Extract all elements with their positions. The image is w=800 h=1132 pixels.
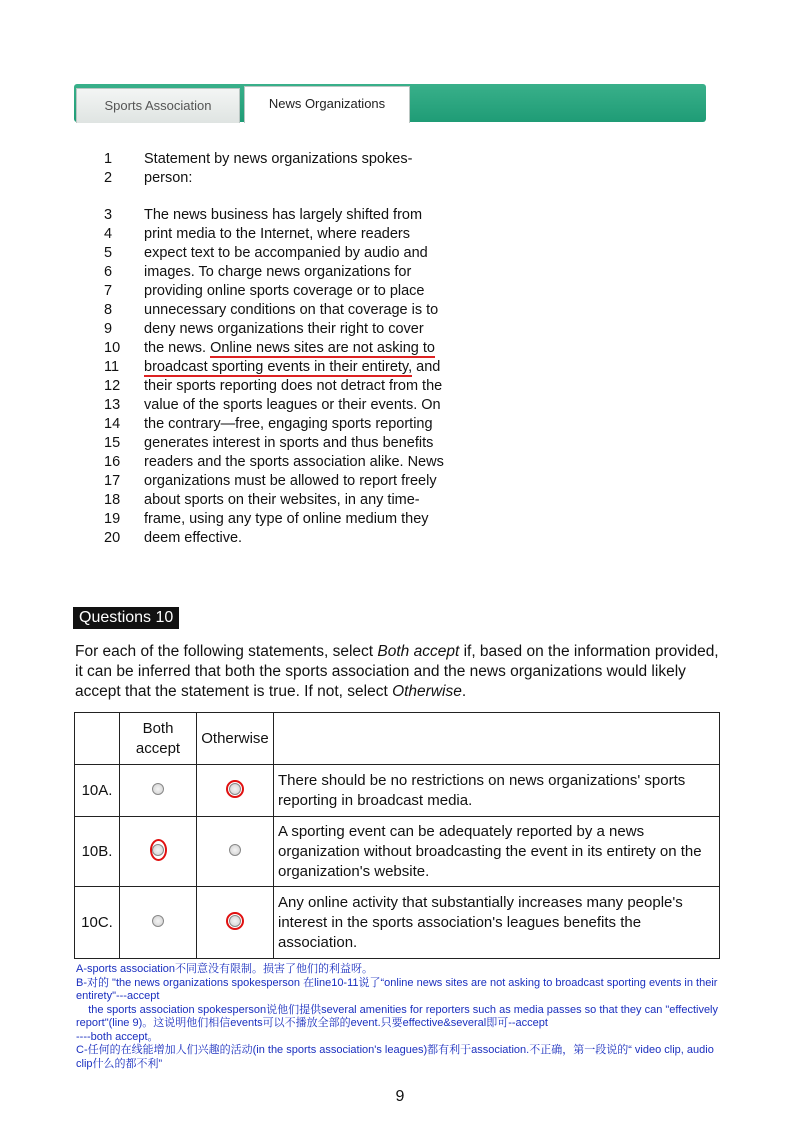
line-number: 6 bbox=[104, 264, 113, 280]
line-number: 10 bbox=[104, 340, 121, 356]
line-number: 3 bbox=[104, 207, 113, 223]
instr-part-3: . bbox=[461, 683, 467, 700]
table-row bbox=[75, 887, 720, 959]
header-both-accept: Both accept bbox=[120, 713, 197, 765]
line-number: 9 bbox=[104, 321, 113, 337]
tab-news-organizations[interactable]: News Organizations bbox=[244, 86, 410, 123]
passage-line bbox=[104, 358, 440, 377]
line-number: 14 bbox=[104, 416, 121, 432]
header-otherwise: Otherwise bbox=[197, 713, 274, 765]
underlined-text: Online news sites are not asking to bbox=[210, 340, 435, 356]
table-row bbox=[75, 817, 720, 887]
passage-line bbox=[104, 510, 429, 529]
passage-line bbox=[104, 377, 442, 396]
line-number: 13 bbox=[104, 397, 121, 413]
instr-otherwise: Otherwise bbox=[392, 683, 462, 700]
underlined-text: broadcast sporting events in their entirety, bbox=[144, 359, 413, 375]
passage-line bbox=[104, 225, 410, 244]
passage-line bbox=[104, 472, 437, 491]
line-text: value of the sports leagues or their events. On bbox=[144, 397, 441, 413]
line-number: 4 bbox=[104, 226, 113, 242]
radio-icon[interactable] bbox=[152, 783, 164, 795]
line-text: Statement by news organizations spokes- bbox=[144, 151, 413, 167]
radio-icon[interactable] bbox=[152, 915, 164, 927]
table-row bbox=[75, 765, 720, 817]
line-text bbox=[144, 358, 440, 377]
passage-line bbox=[104, 169, 192, 188]
line-text: providing online sports coverage or to place bbox=[144, 283, 425, 299]
passage-line bbox=[104, 453, 444, 472]
header-statement bbox=[274, 713, 720, 765]
line-number: 1 bbox=[104, 151, 113, 167]
line-text: readers and the sports association alike. News bbox=[144, 454, 444, 470]
line-text: organizations must be allowed to report freely bbox=[144, 473, 437, 489]
radio-otherwise-10a[interactable] bbox=[197, 765, 274, 817]
header-blank bbox=[75, 713, 120, 765]
line-text-pre: the news. bbox=[144, 340, 211, 356]
answer-table bbox=[74, 712, 720, 959]
page-number: 9 bbox=[395, 1088, 405, 1105]
radio-both-10c[interactable] bbox=[120, 887, 197, 959]
line-text: their sports reporting does not detract from the bbox=[144, 378, 443, 394]
radio-otherwise-10c[interactable] bbox=[197, 887, 274, 959]
line-text: images. To charge news organizations for bbox=[144, 264, 412, 280]
line-number: 19 bbox=[104, 511, 121, 527]
question-heading: Questions 10 bbox=[73, 607, 179, 629]
passage-line bbox=[104, 244, 428, 263]
line-text: about sports on their websites, in any time- bbox=[144, 492, 420, 508]
radio-icon[interactable] bbox=[229, 915, 241, 927]
line-text: generates interest in sports and thus benefits bbox=[144, 435, 434, 451]
line-number: 2 bbox=[104, 170, 113, 186]
row-id: 10B. bbox=[75, 817, 120, 887]
line-number: 7 bbox=[104, 283, 113, 299]
handwritten-notes: A-sports association不同意没有限制。损害了他们的利益呀。 B-对的 "the news organizations spokesperson 在line10-11说了“online news sites are not asking to broadcast sporting events in their entirety"---accept the sports association spokesperson说他们提供several amenities for reporters such as media passes so that they can "effectively report"(line 9)。这说明他们相信events可以不播放全部的event.只要effective&several即可--accept ----both accept。 C-任何的在线能增加人们兴趣的活动(in the sports association's leagues)都有利于association.不正确，第一段说的“ video clip, audio clip什么的都不利” bbox=[76, 963, 719, 1070]
tab-sports-association[interactable]: Sports Association bbox=[76, 88, 240, 123]
line-text: frame, using any type of online medium they bbox=[144, 511, 429, 527]
passage-line bbox=[104, 320, 424, 339]
passage-line bbox=[104, 415, 433, 434]
line-text: the contrary—free, engaging sports reporting bbox=[144, 416, 433, 432]
instr-part-1: For each of the following statements, select bbox=[75, 643, 378, 660]
passage-line bbox=[104, 491, 420, 510]
line-number: 12 bbox=[104, 378, 121, 394]
line-number: 20 bbox=[104, 530, 121, 546]
line-number: 17 bbox=[104, 473, 121, 489]
passage-line bbox=[104, 263, 411, 282]
row-id: 10C. bbox=[75, 887, 120, 959]
instr-part-2: if, based on the information provided, it can be inferred that both the sports association and the news organizations would likely accept that the statement is true. If not, select bbox=[75, 643, 719, 700]
radio-both-10b[interactable] bbox=[120, 817, 197, 887]
line-text: deem effective. bbox=[144, 530, 243, 546]
row-statement: There should be no restrictions on news organizations' sports reporting in broadcast media. bbox=[274, 765, 720, 817]
red-circle-annotation-icon bbox=[226, 912, 244, 930]
passage-line bbox=[104, 396, 441, 415]
line-number: 8 bbox=[104, 302, 113, 318]
row-statement: A sporting event can be adequately reported by a news organization without broadcasting the event in its entirety on the organization's website. bbox=[274, 817, 720, 887]
line-text bbox=[144, 339, 435, 358]
passage-line bbox=[104, 301, 438, 320]
tab-bar bbox=[74, 84, 706, 122]
passage-line bbox=[104, 282, 425, 301]
radio-icon[interactable] bbox=[229, 844, 241, 856]
radio-otherwise-10b[interactable] bbox=[197, 817, 274, 887]
passage-line bbox=[104, 206, 422, 225]
line-text: expect text to be accompanied by audio and bbox=[144, 245, 428, 261]
passage-line bbox=[104, 150, 412, 169]
line-number: 15 bbox=[104, 435, 121, 451]
line-text: unnecessary conditions on that coverage is to bbox=[144, 302, 439, 318]
row-statement: Any online activity that substantially increases many people's interest in the sports association's leagues benefits the association. bbox=[274, 887, 720, 959]
row-id: 10A. bbox=[75, 765, 120, 817]
line-text: person: bbox=[144, 170, 193, 186]
line-text: deny news organizations their right to cover bbox=[144, 321, 424, 337]
line-text-post: and bbox=[412, 359, 441, 375]
red-circle-annotation-icon bbox=[150, 839, 167, 861]
passage-line bbox=[104, 529, 242, 548]
radio-icon[interactable] bbox=[152, 844, 164, 856]
radio-both-10a[interactable] bbox=[120, 765, 197, 817]
red-circle-annotation-icon bbox=[226, 780, 244, 798]
passage-line bbox=[104, 434, 433, 453]
line-number: 18 bbox=[104, 492, 121, 508]
line-number: 11 bbox=[104, 359, 120, 375]
radio-icon[interactable] bbox=[229, 783, 241, 795]
line-text: print media to the Internet, where readers bbox=[144, 226, 410, 242]
passage-line bbox=[104, 339, 435, 358]
line-number: 16 bbox=[104, 454, 121, 470]
table-header-row bbox=[75, 713, 720, 765]
line-text: The news business has largely shifted from bbox=[144, 207, 423, 223]
instr-both-accept: Both accept bbox=[377, 643, 460, 660]
line-number: 5 bbox=[104, 245, 113, 261]
question-instructions bbox=[75, 642, 725, 702]
